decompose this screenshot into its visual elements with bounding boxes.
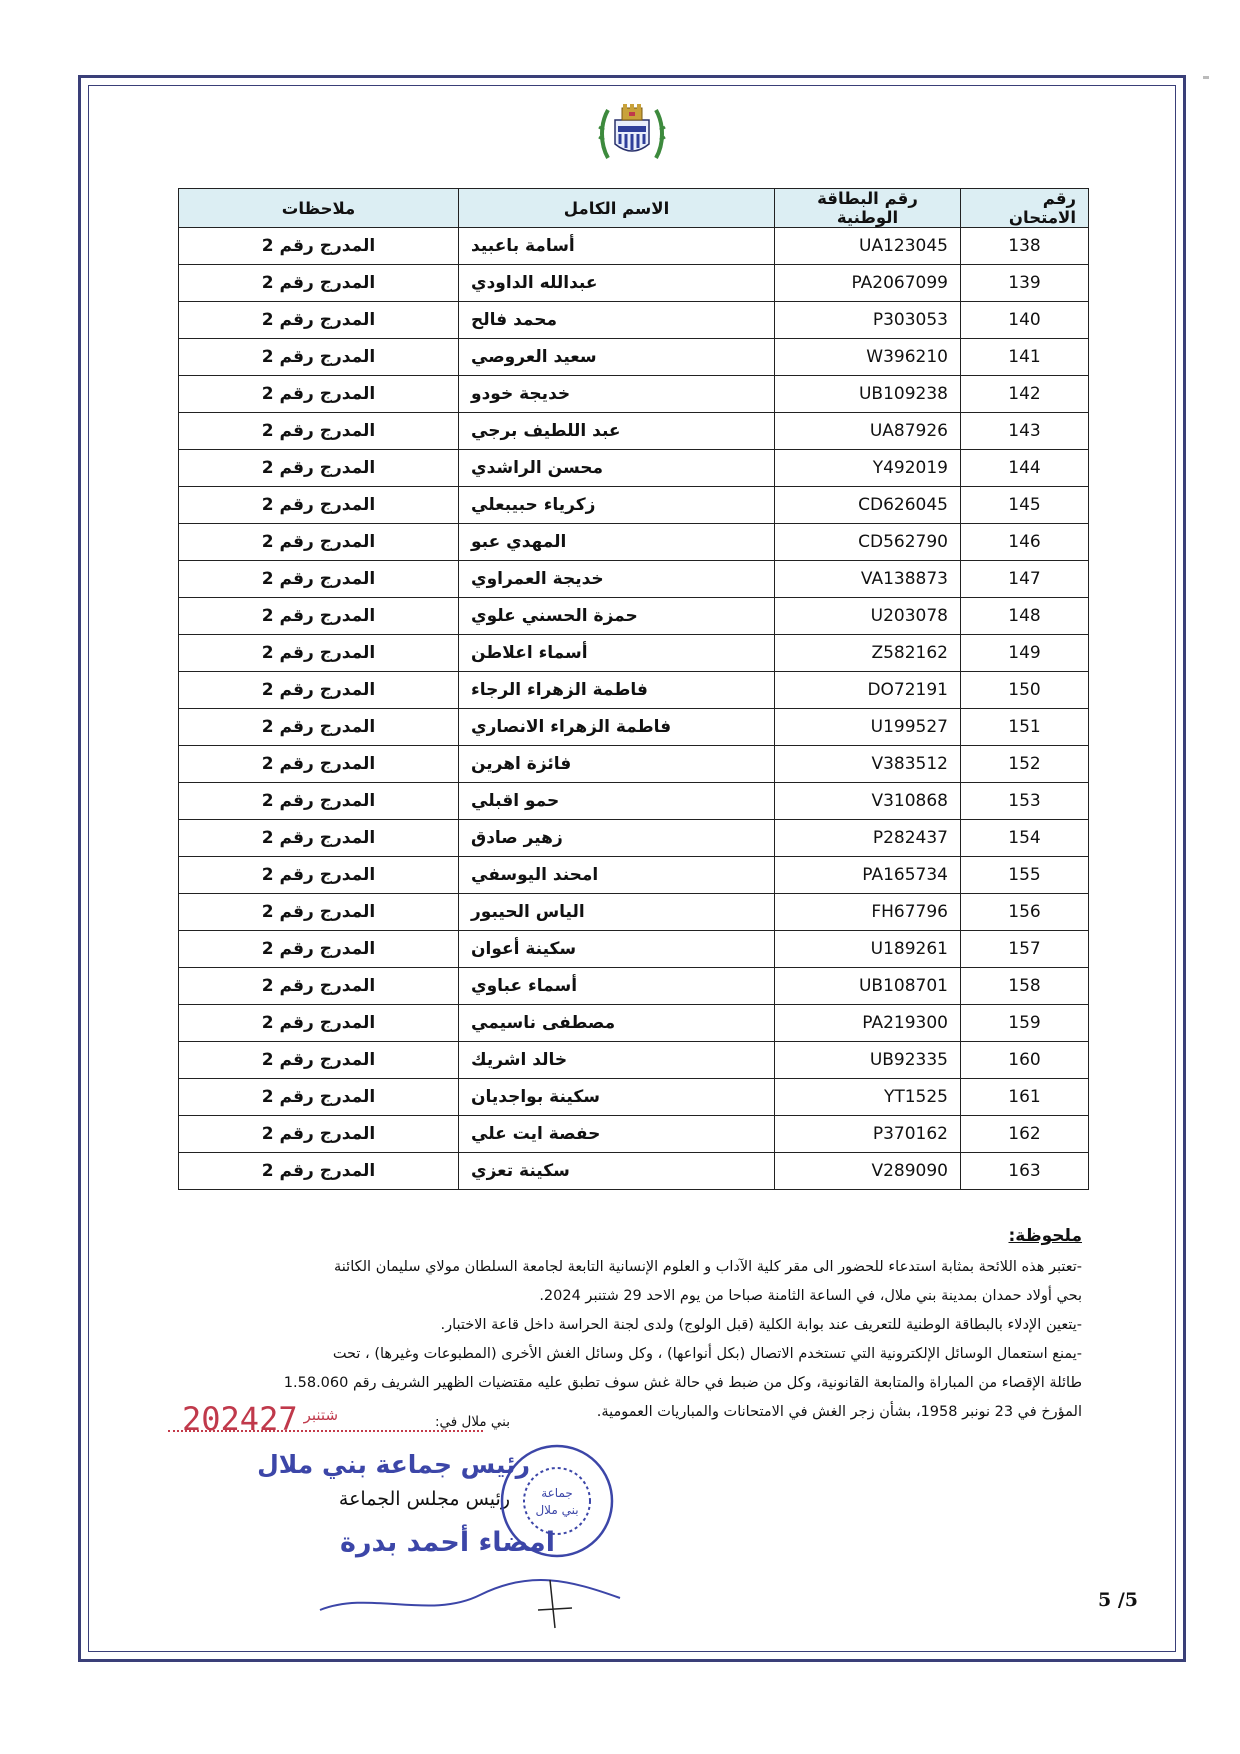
table-row [179,1042,1089,1079]
svg-text:جماعة: جماعة [541,1486,573,1500]
remark-cell: المدرج رقم 2 [179,746,459,783]
remark-cell: المدرج رقم 2 [179,487,459,524]
stamp-day: 27 [259,1400,298,1438]
remark-cell: المدرج رقم 2 [179,894,459,931]
remark-cell: المدرج رقم 2 [179,413,459,450]
exam-number-cell: 148 [961,598,1089,635]
date-stamp [182,1400,344,1438]
full-name-cell: المهدي عبو [459,524,775,561]
table-row [179,339,1089,376]
exam-number-cell: 152 [961,746,1089,783]
exam-number-cell: 158 [961,968,1089,1005]
council-president-title: رئيس مجلس الجماعة [338,1488,510,1510]
remark-cell: المدرج رقم 2 [179,709,459,746]
full-name-cell: خالد اشريك [459,1042,775,1079]
table-row [179,265,1089,302]
remark-cell: المدرج رقم 2 [179,228,459,265]
header-national-id: رقم البطاقة الوطنية [775,189,961,228]
exam-number-cell: 141 [961,339,1089,376]
municipal-crest-logo [598,100,666,164]
exam-number-cell: 156 [961,894,1089,931]
exam-number-cell: 159 [961,1005,1089,1042]
full-name-cell: فائزة اهرين [459,746,775,783]
header-exam-number: رقم الامتحان [961,189,1089,228]
exam-number-cell: 147 [961,561,1089,598]
national-id-cell: P303053 [775,302,961,339]
exam-number-cell: 144 [961,450,1089,487]
full-name-cell: فاطمة الزهراء الرجاء [459,672,775,709]
exam-number-cell: 153 [961,783,1089,820]
full-name-cell: الياس الحيبور [459,894,775,931]
full-name-cell: زهير صادق [459,820,775,857]
national-id-cell: P282437 [775,820,961,857]
full-name-cell: سعيد العروصي [459,339,775,376]
table-row [179,1079,1089,1116]
table-row [179,635,1089,672]
exam-number-cell: 151 [961,709,1089,746]
table-row [179,561,1089,598]
table-row [179,487,1089,524]
table-row [179,302,1089,339]
full-name-cell: فاطمة الزهراء الانصاري [459,709,775,746]
exam-number-cell: 138 [961,228,1089,265]
table-row [179,228,1089,265]
national-id-cell: UA87926 [775,413,961,450]
note-line: -يتعين الإدلاء بالبطاقة الوطنية للتعريف عند بوابة الكلية (قبل الولوج) ولدى لجنة الحراسة داخل قاعة الاختبار. [440,1317,1082,1333]
full-name-cell: عبد اللطيف برجي [459,413,775,450]
remark-cell: المدرج رقم 2 [179,450,459,487]
full-name-cell: محسن الراشدي [459,450,775,487]
full-name-cell: مصطفى ناسيمي [459,1005,775,1042]
remark-cell: المدرج رقم 2 [179,672,459,709]
table-row [179,820,1089,857]
national-id-cell: UB108701 [775,968,961,1005]
full-name-cell: حفصة ايت علي [459,1116,775,1153]
remark-cell: المدرج رقم 2 [179,265,459,302]
table-row [179,783,1089,820]
exam-number-cell: 145 [961,487,1089,524]
table-row [179,968,1089,1005]
remark-cell: المدرج رقم 2 [179,376,459,413]
full-name-cell: عبدالله الداودي [459,265,775,302]
note-line: بحي أولاد حمدان بمدينة بني ملال، في الساعة الثامنة صباحا من يوم الاحد 29 شتنبر 2024. [539,1288,1082,1304]
national-id-cell: VA138873 [775,561,961,598]
table-row [179,894,1089,931]
national-id-cell: W396210 [775,339,961,376]
full-name-cell: أسماء عباوي [459,968,775,1005]
page-number: 5 /5 [1098,1589,1138,1611]
table-row [179,450,1089,487]
place-label: بني ملال في: [434,1414,510,1430]
table-row [179,672,1089,709]
notes-title: ملحوظة: [1008,1226,1082,1246]
signature-area [160,1400,680,1630]
table-row [179,709,1089,746]
svg-text:بني ملال: بني ملال [535,1503,579,1517]
national-id-cell: U199527 [775,709,961,746]
exam-number-cell: 139 [961,265,1089,302]
municipal-seal-stamp [498,1442,616,1560]
full-name-cell: حمو اقبلي [459,783,775,820]
exam-number-cell: 140 [961,302,1089,339]
national-id-cell: P370162 [775,1116,961,1153]
remark-cell: المدرج رقم 2 [179,820,459,857]
table-header-row [179,189,1089,228]
table-row [179,1153,1089,1190]
remark-cell: المدرج رقم 2 [179,1153,459,1190]
national-id-cell: PA165734 [775,857,961,894]
table-row [179,857,1089,894]
exam-number-cell: 157 [961,931,1089,968]
full-name-cell: خديجة خودو [459,376,775,413]
table-row [179,524,1089,561]
remark-cell: المدرج رقم 2 [179,1042,459,1079]
note-line: -يمنع استعمال الوسائل الإلكترونية التي تستخدم الاتصال (بكل أنواعها) ، وكل وسائل الغش الأخرى (المطبوعات وغيرها) ، تحت [332,1346,1082,1362]
mayor-stamp-title: رئيس جماعة بني ملال [257,1450,530,1479]
exam-number-cell: 161 [961,1079,1089,1116]
remark-cell: المدرج رقم 2 [179,857,459,894]
national-id-cell: V310868 [775,783,961,820]
remark-cell: المدرج رقم 2 [179,302,459,339]
note-line: المؤرخ في 23 نونبر 1958، بشأن زجر الغش في الامتحانات والمباريات العمومية. [596,1404,1082,1420]
remark-cell: المدرج رقم 2 [179,1079,459,1116]
stamp-month: شتنبر [303,1406,339,1424]
exam-number-cell: 150 [961,672,1089,709]
stamp-year: 2024 [182,1400,260,1438]
full-name-cell: حمزة الحسني علوي [459,598,775,635]
exam-number-cell: 162 [961,1116,1089,1153]
table-row [179,746,1089,783]
table-row [179,1116,1089,1153]
national-id-cell: Z582162 [775,635,961,672]
national-id-cell: CD626045 [775,487,961,524]
exam-number-cell: 143 [961,413,1089,450]
full-name-cell: سكينة أعوان [459,931,775,968]
exam-number-cell: 155 [961,857,1089,894]
remark-cell: المدرج رقم 2 [179,635,459,672]
national-id-cell: UA123045 [775,228,961,265]
candidates-table [178,188,1089,1190]
national-id-cell: U203078 [775,598,961,635]
header-full-name: الاسم الكامل [459,189,775,228]
scan-mark [1203,76,1209,79]
exam-number-cell: 142 [961,376,1089,413]
national-id-cell: CD562790 [775,524,961,561]
remark-cell: المدرج رقم 2 [179,783,459,820]
full-name-cell: زكرياء حبيبعلي [459,487,775,524]
national-id-cell: UB109238 [775,376,961,413]
table-row [179,598,1089,635]
national-id-cell: DO72191 [775,672,961,709]
note-line: -تعتبر هذه اللائحة بمثابة استدعاء للحضور الى مقر كلية الآداب و العلوم الإنسانية التابعة لجامعة السلطان مولاي سليمان الكائنة [334,1259,1082,1275]
exam-number-cell: 146 [961,524,1089,561]
note-line: طائلة الإقصاء من المباراة والمتابعة القانونية، وكل من ضبط في حالة غش سوف تطبق عليه مقتضيات الظهير الشريف رقم 1.58.060 [283,1375,1082,1391]
national-id-cell: V289090 [775,1153,961,1190]
remark-cell: المدرج رقم 2 [179,598,459,635]
full-name-cell: خديجة العمراوي [459,561,775,598]
remark-cell: المدرج رقم 2 [179,339,459,376]
notes-section [210,1222,1082,1427]
table-row [179,413,1089,450]
national-id-cell: U189261 [775,931,961,968]
remark-cell: المدرج رقم 2 [179,968,459,1005]
national-id-cell: PA219300 [775,1005,961,1042]
exam-number-cell: 149 [961,635,1089,672]
remark-cell: المدرج رقم 2 [179,931,459,968]
remark-cell: المدرج رقم 2 [179,1005,459,1042]
full-name-cell: امحند اليوسفي [459,857,775,894]
exam-number-cell: 160 [961,1042,1089,1079]
national-id-cell: UB92335 [775,1042,961,1079]
full-name-cell: سكينة بواجديان [459,1079,775,1116]
full-name-cell: محمد فالح [459,302,775,339]
signature-scribble [310,1550,630,1630]
exam-number-cell: 163 [961,1153,1089,1190]
exam-number-cell: 154 [961,820,1089,857]
national-id-cell: Y492019 [775,450,961,487]
remark-cell: المدرج رقم 2 [179,524,459,561]
full-name-cell: أسماء اعلاطن [459,635,775,672]
national-id-cell: YT1525 [775,1079,961,1116]
national-id-cell: PA2067099 [775,265,961,302]
table-row [179,931,1089,968]
full-name-cell: أسامة باعبيد [459,228,775,265]
table-row [179,1005,1089,1042]
table-row [179,376,1089,413]
national-id-cell: FH67796 [775,894,961,931]
national-id-cell: V383512 [775,746,961,783]
full-name-cell: سكينة تعزي [459,1153,775,1190]
header-remarks: ملاحظات [179,189,459,228]
remark-cell: المدرج رقم 2 [179,1116,459,1153]
remark-cell: المدرج رقم 2 [179,561,459,598]
signatory-name: امضاء أحمد بدرة [340,1527,555,1558]
